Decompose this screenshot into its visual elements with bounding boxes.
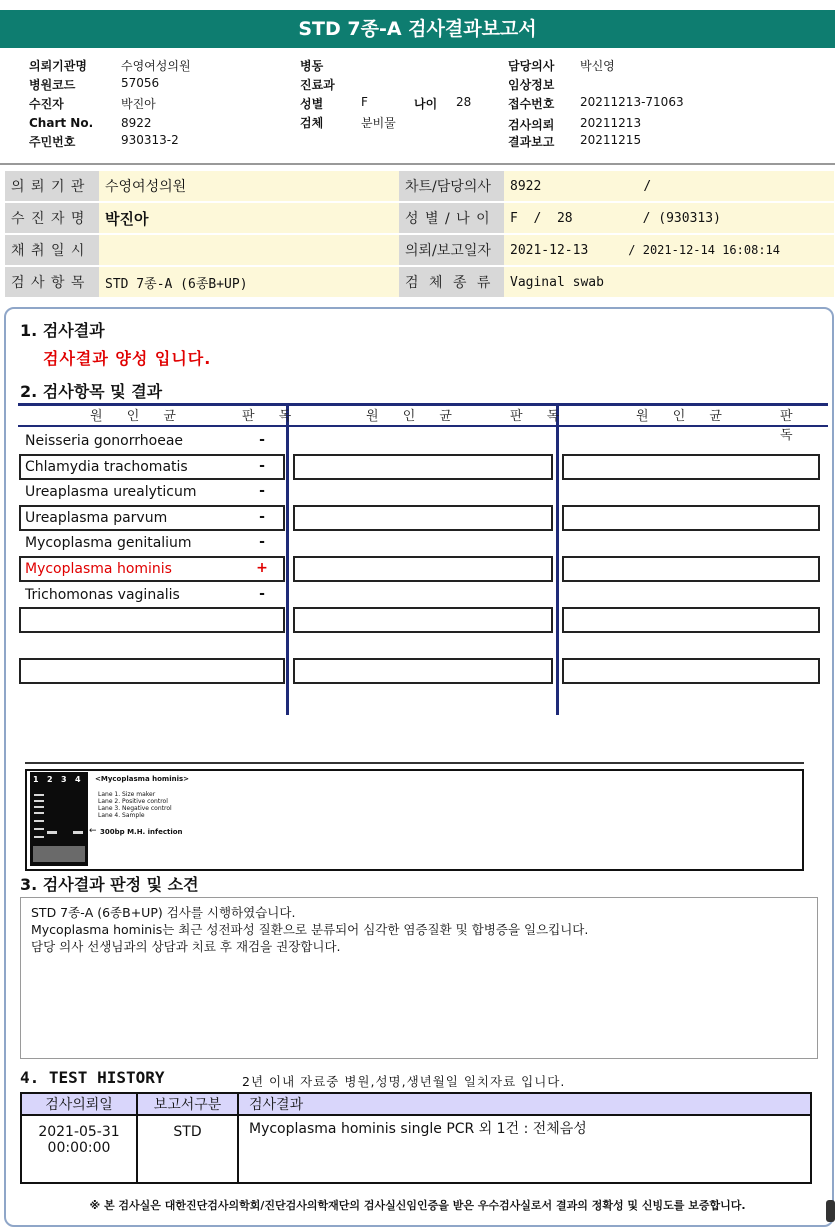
row-box bbox=[562, 658, 820, 684]
specimen-type-value: Vaginal swab bbox=[504, 267, 834, 299]
certification-footer: ※ 본 검사실은 대한진단검사의학회/진단검사의학재단의 검사실신임인증을 받은 우수검사실로서 결과의 정확성 및 신빙도를 보증합니다. bbox=[89, 1199, 746, 1212]
patient-name-label: 수 진 자 명 bbox=[5, 203, 99, 235]
organism-name: Ureaplasma urealyticum bbox=[25, 484, 197, 500]
row-box bbox=[19, 658, 285, 684]
hospital-value: 수영여성의원 bbox=[121, 59, 191, 73]
chart-number: 8922 bbox=[510, 178, 542, 194]
chart-label: Chart No. bbox=[29, 116, 94, 130]
col-organism-2: 원 인 균 bbox=[366, 409, 462, 424]
section1-title: 1. 검사결과 bbox=[20, 321, 105, 340]
gel-title: <Mycoplasma hominis> bbox=[95, 775, 190, 783]
organism-result: - bbox=[259, 483, 265, 499]
collect-value bbox=[99, 235, 399, 267]
gel-legend-line: Lane 4. Sample bbox=[98, 812, 145, 819]
sex-age-label: 성 별 / 나 이 bbox=[399, 203, 504, 235]
info-table bbox=[5, 171, 834, 299]
row-box bbox=[293, 658, 553, 684]
request-date: 2021-12-13 bbox=[510, 242, 589, 258]
report-label: 결과보고 bbox=[508, 135, 555, 149]
grid-divider-2 bbox=[556, 403, 559, 715]
opinion-line: STD 7종-A (6종B+UP) 검사를 시행하였습니다. bbox=[31, 905, 296, 920]
history-col-type: 보고서구분 bbox=[137, 1093, 238, 1115]
patient-label: 수진자 bbox=[29, 97, 64, 111]
scrollbar-thumb[interactable] bbox=[826, 1200, 835, 1222]
row-box bbox=[293, 556, 553, 582]
specimen-value: 분비물 bbox=[361, 116, 396, 130]
organism-name: Ureaplasma parvum bbox=[25, 510, 168, 526]
code-label: 병원코드 bbox=[29, 78, 76, 92]
header-divider bbox=[0, 163, 835, 165]
gel-lane-4: 4 bbox=[75, 775, 81, 784]
sex-label: 성별 bbox=[300, 97, 324, 111]
grid-divider-1 bbox=[286, 403, 289, 715]
row-box bbox=[562, 454, 820, 480]
col-result-3: 판 독 bbox=[780, 409, 803, 443]
report-date: / 2021-12-14 16:08:14 bbox=[628, 242, 780, 257]
section4-title: 4. TEST HISTORY bbox=[20, 1068, 165, 1087]
history-type: STD bbox=[137, 1115, 238, 1183]
opinion-box bbox=[20, 897, 818, 1059]
receipt-value: 20211213-71063 bbox=[580, 95, 684, 109]
gel-lane-1: 1 bbox=[33, 775, 39, 784]
gel-lane-2: 2 bbox=[47, 775, 53, 784]
gel-legend-line: Lane 3. Negative control bbox=[98, 805, 172, 812]
chart-doctor-value bbox=[504, 171, 834, 203]
dept-label: 진료과 bbox=[300, 78, 335, 92]
row-box bbox=[562, 556, 820, 582]
code-value: 57056 bbox=[121, 76, 160, 90]
collect-label: 채 취 일 시 bbox=[5, 235, 99, 267]
history-col-date: 검사의뢰일 bbox=[21, 1093, 137, 1115]
organism-name-positive: Mycoplasma hominis bbox=[25, 561, 172, 577]
organism-name: Chlamydia trachomatis bbox=[25, 459, 188, 475]
hospital-label: 의뢰기관명 bbox=[29, 59, 87, 73]
gel-image bbox=[30, 772, 88, 866]
chart-value: 8922 bbox=[121, 116, 152, 130]
table-row bbox=[21, 1115, 811, 1183]
gel-top-line bbox=[25, 762, 804, 764]
history-col-result: 검사결과 bbox=[238, 1093, 811, 1115]
request-value: 20211213 bbox=[580, 116, 642, 130]
organism-result: - bbox=[259, 432, 265, 448]
section2-title: 2. 검사항목 및 결과 bbox=[20, 382, 163, 401]
positive-message: 검사결과 양성 입니다. bbox=[43, 349, 212, 368]
dates-label: 의뢰/보고일자 bbox=[399, 235, 504, 267]
inst-label: 의 뢰 기 관 bbox=[5, 171, 99, 203]
id-value: 930313-2 bbox=[121, 133, 179, 147]
gel-image-box bbox=[25, 769, 804, 871]
organism-result: - bbox=[259, 458, 265, 474]
gel-band-label: 300bp M.H. infection bbox=[100, 828, 183, 836]
organism-name: Neisseria gonorrhoeae bbox=[25, 433, 184, 449]
chart-separator: / bbox=[643, 178, 652, 194]
item-label: 검 사 항 목 bbox=[5, 267, 99, 299]
sex-age-value bbox=[504, 203, 834, 235]
receipt-label: 접수번호 bbox=[508, 97, 555, 111]
history-date-cell bbox=[21, 1115, 137, 1183]
organism-name: Mycoplasma genitalium bbox=[25, 535, 192, 551]
birth-code: / (930313) bbox=[642, 210, 721, 226]
row-box bbox=[293, 454, 553, 480]
doctor-value: 박신영 bbox=[580, 59, 615, 73]
history-note: 2년 이내 자료중 병원,성명,생년월일 일치자료 입니다. bbox=[242, 1074, 566, 1089]
arrow-left-icon: ← bbox=[89, 826, 97, 836]
dates-value bbox=[504, 235, 834, 267]
history-result: Mycoplasma hominis single PCR 외 1건 : 전체음성 bbox=[238, 1115, 811, 1183]
col-result-2: 판 독 bbox=[510, 409, 570, 424]
history-date: 2021-05-31 bbox=[38, 1124, 120, 1140]
age-value: 28 bbox=[456, 95, 472, 109]
gel-lane-3: 3 bbox=[61, 775, 67, 784]
col-organism-3: 원 인 균 bbox=[636, 409, 732, 424]
gel-legend-line: Lane 2. Positive control bbox=[98, 798, 168, 805]
patient-value: 박진아 bbox=[121, 97, 156, 111]
organism-result: - bbox=[259, 509, 265, 525]
history-table bbox=[20, 1092, 812, 1184]
sex-value: F bbox=[361, 95, 368, 109]
gel-legend-line: Lane 1. Size maker bbox=[98, 791, 156, 798]
organism-result-positive: + bbox=[256, 560, 268, 576]
row-box bbox=[293, 607, 553, 633]
clinical-label: 임상정보 bbox=[508, 78, 555, 92]
age-label: 나이 bbox=[414, 97, 438, 111]
row-box bbox=[562, 607, 820, 633]
gel-bands bbox=[30, 772, 88, 866]
row-box bbox=[19, 607, 285, 633]
specimen-type-label: 검 체 종 류 bbox=[399, 267, 504, 299]
organism-result: - bbox=[259, 534, 265, 550]
specimen-label: 검체 bbox=[300, 116, 324, 130]
ward-label: 병동 bbox=[300, 59, 324, 73]
inst-value: 수영여성의원 bbox=[99, 171, 399, 203]
chart-doctor-label: 차트/담당의사 bbox=[399, 171, 504, 203]
report-value: 20211215 bbox=[580, 133, 642, 147]
opinion-line: 담당 의사 선생님과의 상담과 치료 후 재검을 권장합니다. bbox=[31, 939, 341, 954]
row-box bbox=[562, 505, 820, 531]
request-label: 검사의뢰 bbox=[508, 118, 555, 132]
report-title: STD 7종-A 검사결과보고서 bbox=[0, 10, 835, 48]
opinion-line: Mycoplasma hominis는 최근 성전파성 질환으로 분류되어 심각한 염증질환 및 합병증을 일으킵니다. bbox=[31, 922, 589, 937]
id-label: 주민번호 bbox=[29, 135, 76, 149]
history-time: 00:00:00 bbox=[47, 1140, 111, 1156]
item-value: STD 7종-A (6종B+UP) bbox=[99, 267, 399, 299]
sex-age: F / 28 bbox=[510, 210, 573, 226]
organism-result: - bbox=[259, 586, 265, 602]
col-organism-1: 원 인 균 bbox=[90, 409, 186, 424]
organism-name: Trichomonas vaginalis bbox=[25, 587, 180, 603]
col-result-1: 판 독 bbox=[242, 409, 302, 424]
doctor-label: 담당의사 bbox=[508, 59, 555, 73]
section3-title: 3. 검사결과 판정 및 소견 bbox=[20, 875, 199, 894]
result-grid-header-line bbox=[18, 425, 828, 427]
patient-name-value: 박진아 bbox=[99, 203, 399, 235]
row-box bbox=[293, 505, 553, 531]
